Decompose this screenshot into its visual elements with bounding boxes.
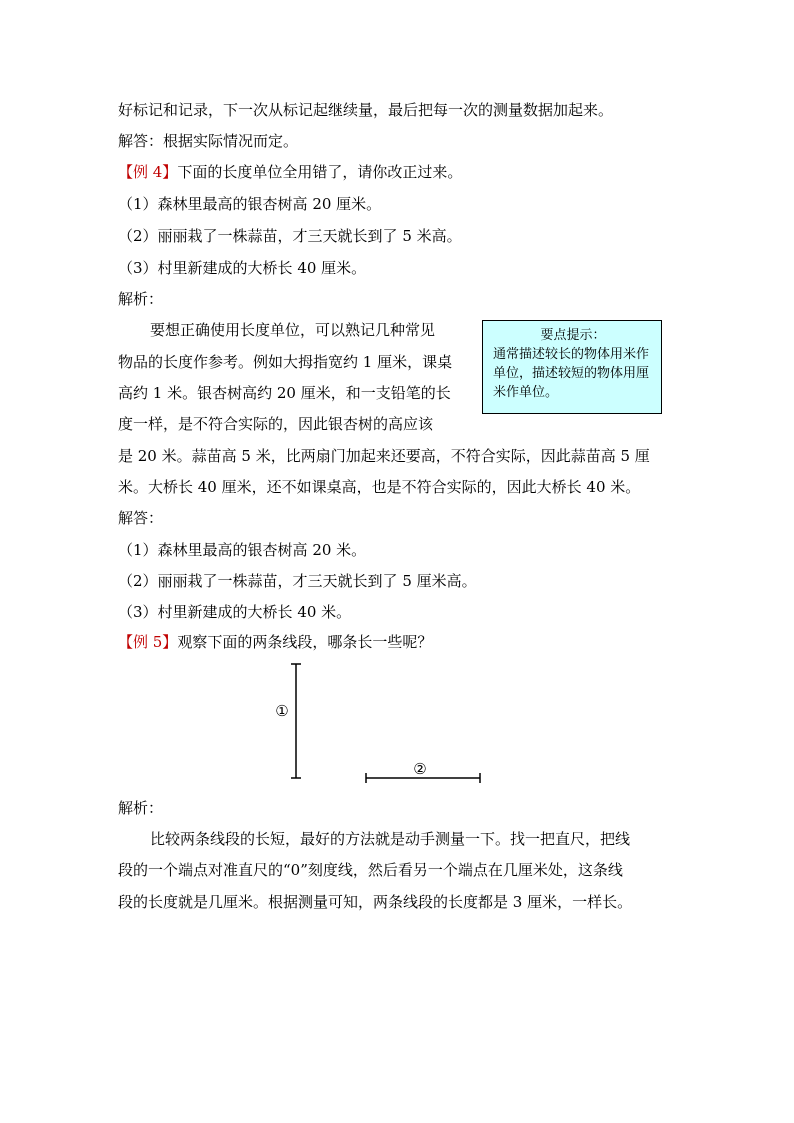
text-line: 好标记和记录，下一次从标记起继续量，最后把每一次的测量数据加起来。 (118, 101, 614, 119)
analysis-heading: 解析： (118, 290, 164, 308)
answer-1: （1）森林里最高的银杏树高 20 米。 (118, 541, 367, 559)
analysis-paragraph-line: 物品的长度作参考。例如大拇指宽约 1 厘米，课桌 (118, 353, 453, 371)
segment-1 (291, 664, 301, 778)
analysis-paragraph-line: 是 20 米。蒜苗高 5 米，比两扇门加起来还要高，不符合实际，因此蒜苗高 5 厘 (118, 447, 650, 465)
example-5-tag: 【例 5】 (118, 633, 178, 651)
answer-line: 解答：根据实际情况而定。 (118, 132, 299, 150)
example-5-question: 观察下面的两条线段，哪条长一些呢？ (177, 633, 433, 651)
analysis-paragraph-line: 度一样，是不符合实际的，因此银杏树的高应该 (118, 415, 434, 433)
answer-2: （2）丽丽栽了一株蒜苗，才三天就长到了 5 厘米高。 (118, 572, 477, 590)
analysis-paragraph-line: 高约 1 米。银杏树高约 20 厘米，和一支铅笔的长 (118, 384, 451, 402)
example-4-question: 下面的长度单位全用错了，请你改正过来。 (177, 163, 463, 181)
conclusion-line: 比较两条线段的长短，最好的方法就是动手测量一下。找一把直尺，把线 (150, 830, 631, 848)
conclusion-line: 段的长度就是几厘米。根据测量可知，两条线段的长度都是 3 厘米，一样长。 (118, 893, 633, 911)
analysis-paragraph-line: 要想正确使用长度单位，可以熟记几种常见 (150, 321, 436, 339)
key-points-title: 要点提示： (540, 328, 606, 343)
answer-heading: 解答： (118, 509, 164, 527)
question-1: （1）森林里最高的银杏树高 20 厘米。 (118, 195, 382, 213)
question-3: （3）村里新建成的大桥长 40 厘米。 (118, 259, 367, 277)
key-points-body: 通常描述较长的物体用米作单位，描述较短的物体用厘米作单位。 (493, 347, 650, 400)
conclusion-line: 段的一个端点对准直尺的“0”刻度线，然后看另一个端点在几厘米处，这条线 (118, 861, 623, 879)
analysis-heading-2: 解析： (118, 799, 164, 817)
answer-3: （3）村里新建成的大桥长 40 米。 (118, 603, 352, 621)
example-4-tag: 【例 4】 (118, 163, 178, 181)
segment-2-label: ② (413, 760, 427, 778)
question-2: （2）丽丽栽了一株蒜苗，才三天就长到了 5 米高。 (118, 227, 462, 245)
analysis-paragraph-line: 米。大桥长 40 厘米，还不如课桌高，也是不符合实际的，因此大桥长 40 米。 (118, 478, 641, 496)
segment-1-label: ① (275, 702, 289, 720)
